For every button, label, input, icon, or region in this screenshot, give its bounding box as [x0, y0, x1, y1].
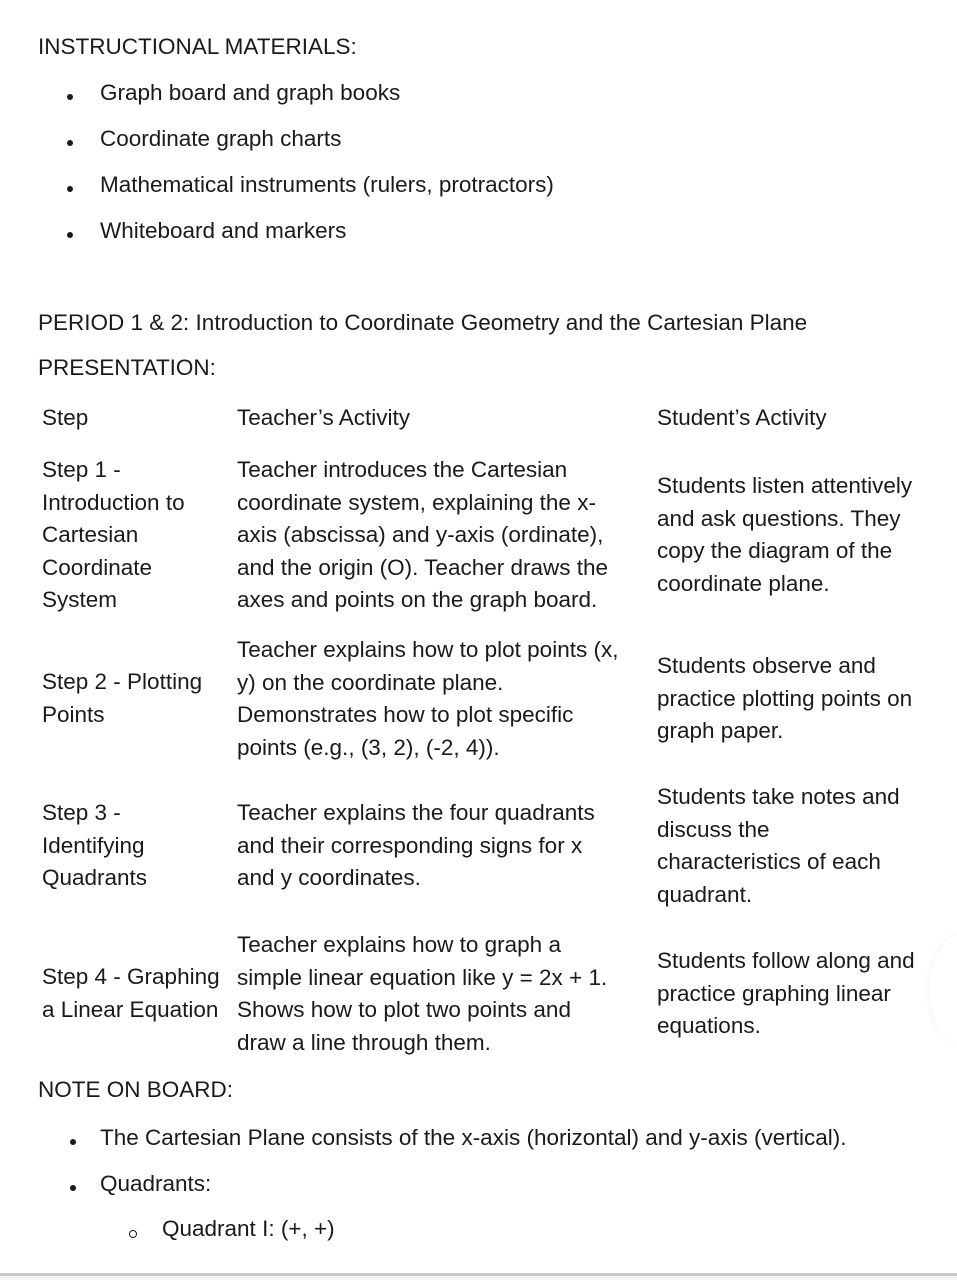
- teacher-line: and the origin (O). Teacher draws the: [237, 554, 609, 580]
- student-line: practice graphing linear: [657, 980, 891, 1006]
- materials-heading: INSTRUCTIONAL MATERIALS:: [38, 34, 357, 59]
- step-line: Introduction to: [42, 489, 185, 515]
- teacher-activity-cell: [237, 929, 647, 1059]
- step-line: Step 4 - Graphing: [42, 964, 220, 989]
- teacher-line: points (e.g., (3, 2), (-2, 4)).: [237, 734, 500, 760]
- teacher-line: Teacher explains how to graph a: [237, 932, 561, 957]
- presentation-label: PRESENTATION:: [38, 355, 216, 380]
- teacher-line: and y coordinates.: [237, 865, 421, 890]
- teacher-line: Teacher explains the four quadrants: [237, 800, 595, 825]
- step-line: Identifying: [42, 832, 145, 858]
- sub-list-item-text: Quadrant I: (+, +): [162, 1216, 335, 1241]
- list-item-text: Quadrants:: [100, 1171, 212, 1196]
- teacher-line: axes and points on the graph board.: [237, 587, 598, 612]
- teacher-line: axis (abscissa) and y-axis (ordinate),: [237, 522, 604, 547]
- step-line: Points: [42, 701, 105, 727]
- teacher-line: coordinate system, explaining the x-: [237, 489, 596, 515]
- step-cell: [42, 666, 232, 731]
- student-line: practice plotting points on: [657, 685, 913, 711]
- list-item-text: Mathematical instruments (rulers, protractors): [100, 172, 554, 197]
- step-line: Quadrants: [42, 865, 148, 890]
- teacher-activity-cell: [237, 797, 647, 895]
- student-line: equations.: [657, 1013, 761, 1038]
- step-cell: [42, 797, 232, 895]
- student-line: quadrant.: [657, 881, 753, 907]
- teacher-line: draw a line through them.: [237, 1029, 491, 1055]
- student-activity-cell: [657, 470, 947, 600]
- student-line: Students follow along and: [657, 948, 915, 973]
- list-item-text: Coordinate graph charts: [100, 126, 342, 151]
- teacher-line: and their corresponding signs for x: [237, 832, 583, 858]
- student-line: Students take notes and: [657, 784, 900, 809]
- bullet-icon: [70, 1185, 76, 1191]
- bullet-icon: [67, 186, 73, 192]
- hollow-bullet-icon: [129, 1230, 137, 1238]
- step-line: Step 3 -: [42, 800, 121, 825]
- step-cell: [42, 454, 232, 617]
- list-item-text: Whiteboard and markers: [100, 218, 347, 243]
- student-line: characteristics of each: [657, 849, 881, 874]
- note-heading: NOTE ON BOARD:: [38, 1077, 234, 1102]
- student-line: coordinate plane.: [657, 570, 830, 596]
- header-step: Step: [42, 405, 89, 430]
- list-item-text: Graph board and graph books: [100, 80, 401, 105]
- student-line: and ask questions. They: [657, 505, 901, 531]
- teacher-line: Teacher explains how to plot points (x,: [237, 637, 619, 662]
- student-activity-cell: [657, 781, 947, 911]
- step-line: a Linear Equation: [42, 996, 219, 1022]
- step-line: System: [42, 587, 118, 612]
- bullet-icon: [67, 94, 73, 100]
- step-line: Step 2 - Plotting: [42, 669, 203, 694]
- header-teacher-activity: Teacher’s Activity: [237, 405, 410, 430]
- step-line: Step 1 -: [42, 457, 121, 482]
- step-line: Coordinate: [42, 554, 153, 580]
- step-cell: [42, 961, 232, 1026]
- bullet-icon: [70, 1139, 76, 1145]
- teacher-activity-cell: [237, 634, 647, 764]
- teacher-line: simple linear equation like y = 2x + 1.: [237, 964, 608, 990]
- bullet-icon: [67, 140, 73, 146]
- page-bottom-gutter: [0, 1276, 957, 1280]
- bullet-icon: [67, 232, 73, 238]
- teacher-line: Teacher introduces the Cartesian: [237, 457, 568, 482]
- student-activity-cell: [657, 650, 947, 748]
- teacher-line: y) on the coordinate plane.: [237, 669, 504, 695]
- student-line: Students observe and: [657, 653, 876, 678]
- student-line: discuss the: [657, 816, 770, 842]
- header-student-activity: Student’s Activity: [657, 405, 827, 430]
- step-line: Cartesian: [42, 522, 139, 547]
- student-activity-cell: [657, 945, 947, 1043]
- teacher-line: Demonstrates how to plot specific: [237, 702, 574, 727]
- student-line: copy the diagram of the: [657, 538, 893, 563]
- list-item-text: The Cartesian Plane consists of the x-axis (horizontal) and y-axis (vertical).: [100, 1125, 847, 1150]
- student-line: Students listen attentively: [657, 473, 913, 498]
- student-line: graph paper.: [657, 718, 784, 743]
- teacher-activity-cell: [237, 454, 647, 617]
- teacher-line: Shows how to plot two points and: [237, 997, 571, 1022]
- period-title: PERIOD 1 & 2: Introduction to Coordinate Geometry and the Cartesian Plane: [38, 310, 808, 335]
